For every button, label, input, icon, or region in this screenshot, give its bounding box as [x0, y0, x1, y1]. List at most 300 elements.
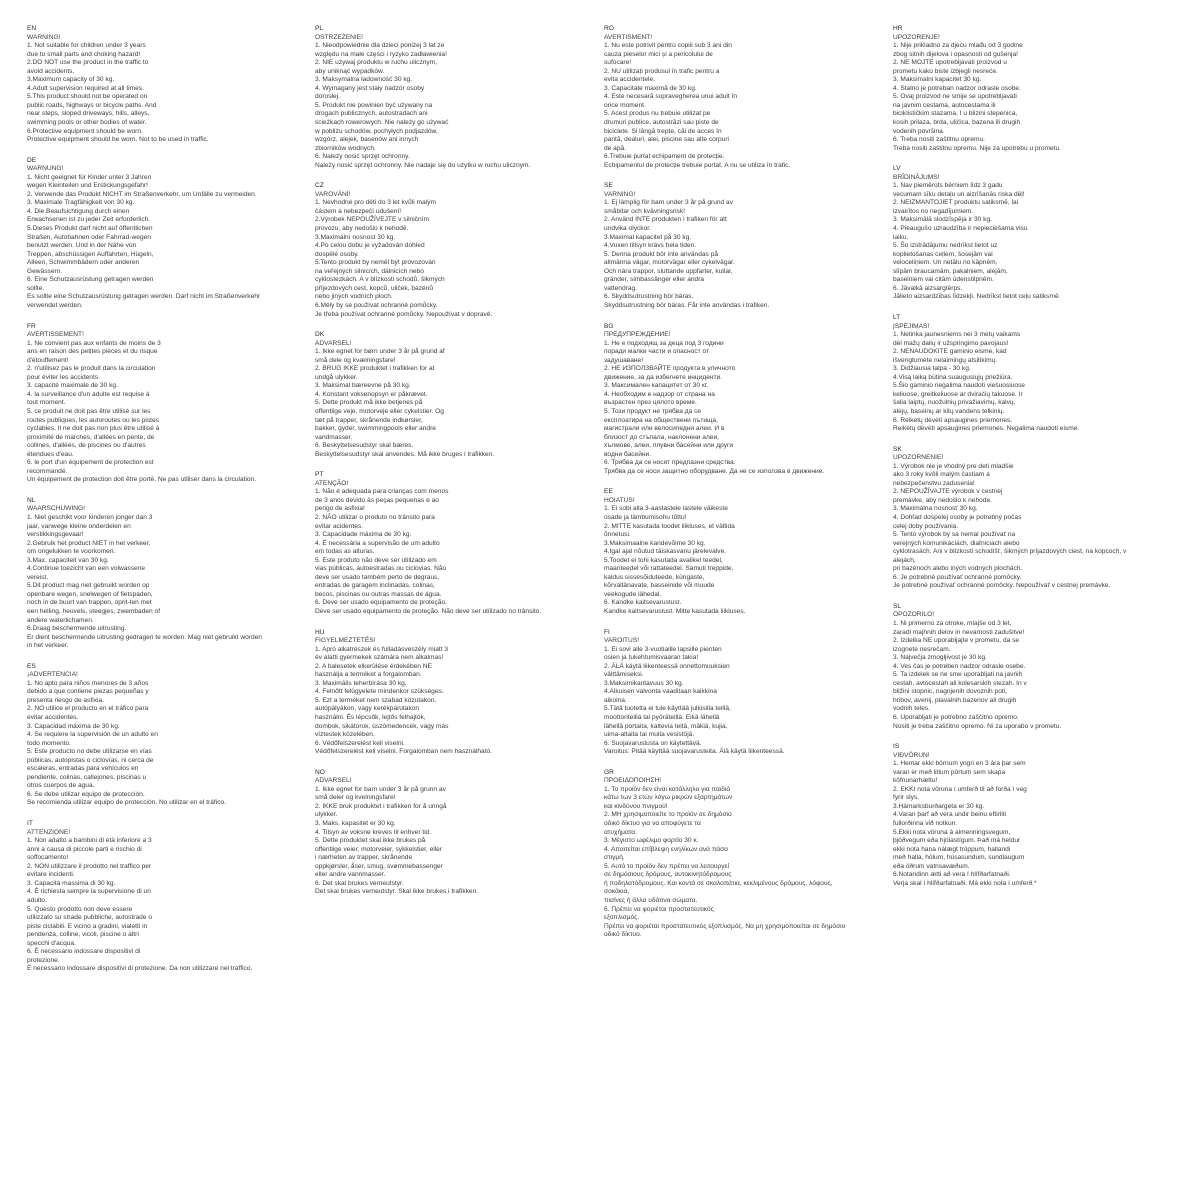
- warning-line: públicas, autopistas o ciclovías, ni cerca de: [27, 756, 154, 764]
- warning-line: 4. Wymagany jest stały nadzór osoby: [315, 84, 425, 92]
- warning-heading: ADVARSEL!: [315, 777, 352, 785]
- warning-line: dospělé osoby.: [315, 250, 359, 258]
- warning-line: σοκάκια,: [604, 888, 630, 896]
- warning-line: 4. Необходим е надзор от страна на: [604, 390, 715, 398]
- warning-line: 6.Draag beschermende uitrusting.: [27, 625, 127, 633]
- warning-line: šalia laiptų, nuožulnių privažiavimų, kalvų,: [893, 399, 1016, 407]
- warning-line: 5. Този продукт не трябва да се: [604, 407, 702, 415]
- warning-line: 4. Se requiere la supervisión de un adulto en: [27, 731, 158, 739]
- warning-line: 3. Maksimālā slodzīspēja ir 30 kg.: [893, 216, 992, 224]
- warning-line: deve ser usado também perto de degraus,: [315, 573, 440, 581]
- warning-section: [893, 603, 1175, 731]
- warning-line: 3.Maximální nosnost 30 kg.: [315, 233, 396, 241]
- warning-line: köfnunarhættu!: [893, 777, 938, 785]
- language-code: RO: [604, 25, 614, 32]
- warning-line: 1. Not suitable for children under 3 years: [27, 42, 146, 50]
- language-code: SL: [893, 602, 902, 610]
- warning-section: [604, 629, 886, 757]
- language-code: FI: [604, 628, 610, 636]
- warning-line: orice moment.: [604, 101, 646, 109]
- warning-line: 2. BRUG IKKE produktet i trafikken for at: [315, 365, 435, 373]
- warning-line: 4. Felnőtt felügyelete mindenkor szükséges.: [315, 688, 444, 696]
- language-code: NL: [27, 496, 36, 504]
- warning-line: 3. Maximálna nosnosť 30 kg.: [893, 505, 978, 513]
- warning-line: 3. Največja zmogljivost je 30 kg.: [893, 654, 987, 662]
- language-code: SK: [893, 445, 902, 453]
- warning-line: 3.Hámarksburðargeta er 30 kg.: [893, 802, 985, 810]
- warning-line: provozu, aby nedošlo k nehodě.: [315, 225, 409, 233]
- warning-heading: ATENÇÃO!: [315, 479, 349, 487]
- warning-line: kaldus sissesõiduteede, küngaste,: [604, 573, 705, 581]
- warning-line: 2. NEIZMANTOJIET produktu satiksmē, lai: [893, 199, 1019, 207]
- warning-line: escaleras, entradas para vehículos en: [27, 765, 139, 773]
- warning-line: 1. No apto para niños menores de 3 años: [27, 679, 149, 687]
- warning-line: 4. É necessária a supervisão de um adulto: [315, 539, 440, 547]
- warning-line: Och nära trappor, sluttande uppfarter, kullar,: [604, 267, 733, 275]
- warning-line: aikoina.: [604, 696, 627, 704]
- warning-line: 2. Använd INTE produkten i trafiken för att: [604, 216, 727, 224]
- warning-section: [893, 165, 1175, 302]
- warning-line: evita accidentele.: [604, 76, 655, 84]
- warning-line: 5. Αυτό το προϊόν δεν πρέπει να λειτουργεί: [604, 862, 729, 870]
- warning-line: utilizzato su strade pubbliche, autostrade o: [27, 914, 152, 922]
- warning-section: [604, 25, 886, 170]
- warning-line: cyklotrasách. Ani v blízkosti schodíšť, šikmých príjazdových ciest, na kopcoch, v: [893, 548, 1127, 556]
- warning-line: částem a nebezpečí udušení!: [315, 207, 402, 215]
- warning-line: 2. EKKI nota vöruna í umferð til að forða í veg: [893, 785, 1027, 793]
- warning-line: na veřejných silnicích, dálnicích nebo: [315, 267, 424, 275]
- warning-heading: ADVARSEL!: [315, 339, 352, 347]
- warning-line: með halla, hólum, húsasundum, sundlaugum: [893, 854, 1025, 862]
- warning-line: benutzt werden. Und in der Nähe von: [27, 242, 137, 250]
- warning-line: baseiniem vai citām ūdenstilpnēm.: [893, 276, 994, 284]
- warning-line: premávke, aby nedošlo k nehode.: [893, 496, 992, 504]
- warning-line: 6.Notandinn ætti að vera í hlífðarfatnaði.: [893, 871, 1011, 879]
- language-code: EN: [27, 25, 37, 32]
- warning-line: задушаване!: [604, 356, 644, 364]
- warning-line: moottoriteillä tai pyöräteillä. Eikä lähellä: [604, 714, 720, 722]
- warning-line: 6. Reikėtų dėvėti apsaugines priemones.: [893, 416, 1013, 424]
- warning-line: swimming pools or other bodies of water.: [27, 119, 147, 127]
- warning-line: 4. Απαιτείται επίβλεψη ενηλίκων ανά πάσα: [604, 845, 728, 853]
- warning-line: 5. Šo izstrādājumu nedrīkst lietot uz: [893, 242, 998, 250]
- warning-line: 2. ÄLÄ käytä liikenteessä onnettomuuksien: [604, 662, 730, 670]
- warning-line: 5. Denna produkt bör inte användas på: [604, 250, 719, 258]
- warning-line: 3. Capacidade máxima de 30 kg.: [315, 531, 412, 539]
- warning-line: cauza pieselor mici și a pericolului de: [604, 50, 713, 58]
- warning-line: 5.Ekki nota vöruna á almenningsvegum,: [893, 828, 1011, 836]
- warning-line: allmänna vägar, motorvägar eller cykelvägar.: [604, 259, 735, 267]
- warning-line: verejných komunikáciách, diaľniciach alebo: [893, 539, 1020, 547]
- warning-heading: VAROITUS!: [604, 637, 640, 645]
- warning-section: [315, 471, 597, 616]
- warning-line: 6. Beskyttelsesudstyr skal bæres.: [315, 442, 414, 450]
- warning-heading: AVERTISMENT!: [604, 33, 653, 41]
- warning-line: wzgórz, alejek, basenów ani innych: [315, 136, 419, 144]
- warning-line: undgå ulykker.: [315, 373, 358, 381]
- warning-line: Echipamentul de protecție trebuie purtat. A nu se utiliza în trafic.: [604, 161, 791, 169]
- language-code: ES: [27, 662, 36, 670]
- warning-line: 3. Μέγιστο ωφέλιμο φορτίο 30 κ.: [604, 837, 699, 845]
- warning-line: biciklističkim stazama. I u blizini stepenica,: [893, 110, 1018, 118]
- warning-line: οδικό δίκτυο.: [604, 931, 642, 939]
- warning-line: eller andre vannmasser.: [315, 871, 386, 879]
- warning-line: Erwachsenen ist zu jeder Zeit erforderlich.: [27, 216, 151, 224]
- warning-heading: ATTENZIONE!: [27, 828, 71, 836]
- warning-line: noch in de buurt van trappen, oprit-ten met: [27, 599, 152, 607]
- warning-line: 2. NEPOUŽÍVAJTE výrobok v cestnej: [893, 488, 1003, 496]
- warning-line: Reikėtų dėvėti apsaugines priemones. Negalima naudoti eisme.: [893, 425, 1080, 433]
- language-code: PT: [315, 471, 324, 479]
- warning-line: 1. Výrobok nie je vhodný pre deti mladšie: [893, 462, 1014, 470]
- warning-line: vattendrag.: [604, 284, 637, 292]
- warning-line: 2.Gebruik het product NIET in het verkeer,: [27, 539, 151, 547]
- warning-line: Straßen, Autobahnen oder Fahrrad-wegen: [27, 233, 151, 241]
- warning-line: zbiorników wodnych.: [315, 144, 376, 152]
- warning-line: maanteedel või rattateedel. Samuti treppide,: [604, 565, 734, 573]
- warning-line: 5.Tento produkt by neměl být provozován: [315, 259, 436, 267]
- warning-line: 6. Skyddsutrustning bör bäras.: [604, 293, 694, 301]
- warning-line: zaradi majhnih delov in nevarnosti zadušitve!: [893, 628, 1025, 636]
- warning-line: routes publiques, les autoroutes ou les pistes: [27, 416, 159, 424]
- warning-line: koplietošanas ceļiem, šosejām vai: [893, 250, 993, 258]
- warning-line: vodenih površina.: [893, 127, 945, 135]
- warning-line: 1. Ei sobi alla 3-aastastele lastele väikeste: [604, 505, 728, 513]
- warning-line: Je potrebné používať ochranné pomôcky. Nepoužívať v cestnej premávke.: [893, 582, 1111, 590]
- warning-line: 3.Max. capaciteit van 30 kg.: [27, 556, 109, 564]
- warning-line: 2. n'utilisez pas le produit dans la circulation: [27, 365, 156, 373]
- warning-line: Alleen, Schwimmbädern oder anderen: [27, 259, 140, 267]
- warning-line: 1. Ikke egnet for barn under 3 år på grunn av: [315, 785, 446, 793]
- warning-line: 5. Ovaj proizvod ne smije se upotrebljavati: [893, 93, 1017, 101]
- warning-section: [27, 497, 309, 651]
- warning-line: 6. Det skal brukes verneutstyr.: [315, 879, 404, 887]
- warning-line: 5. Este produto não deve ser utilizado em: [315, 556, 437, 564]
- warning-line: Védőfelszerelést kell viselni. Forgalomban nem használható.: [315, 748, 493, 756]
- warning-line: Je třeba používat ochranné pomůcky. Nepoužívat v dopravě.: [315, 310, 493, 318]
- language-code: IT: [27, 820, 33, 828]
- warning-line: de apă.: [604, 144, 626, 152]
- warning-line: 5.Dit product mag niet gebruikt worden op: [27, 582, 150, 590]
- warning-line: 2. NIE używaj produktu w ruchu ulicznym,: [315, 59, 438, 67]
- warning-line: víztestek közelében.: [315, 731, 375, 739]
- warning-heading: AVERTISSEMENT!: [27, 331, 84, 339]
- warning-line: sufocare!: [604, 59, 632, 67]
- language-code: LV: [893, 165, 901, 173]
- warning-line: 6. Należy nosić sprzęt ochronny.: [315, 153, 410, 161]
- warning-line: 4.Igal ajal nõutud täiskasvanu järelevalve.: [604, 548, 727, 556]
- warning-line: használja a terméket a forgalomban.: [315, 671, 422, 679]
- warning-heading: WARNING!: [27, 33, 61, 41]
- warning-line: 1. Το προϊόν δεν είναι κατάλληλο για παιδιά: [604, 785, 731, 793]
- warning-line: in het verkeer.: [27, 642, 69, 650]
- warning-line: 3. Максимален капацитет от 30 кг.: [604, 382, 709, 390]
- warning-line: små deler og kvelningsfare!: [315, 794, 396, 802]
- warning-line: specchi d'acqua.: [27, 939, 76, 947]
- warning-line: 3. Didžiausia talpa - 30 kg.: [893, 365, 971, 373]
- warning-line: 4.Po celou dobu je vyžadován dohled: [315, 242, 425, 250]
- warning-line: 4. Ves čas je potreben nadzor odrasle osebe.: [893, 662, 1026, 670]
- warning-line: οδικό δίκτυο για να αποφύγετε τα: [604, 820, 701, 828]
- warning-line: õnnetusi.: [604, 531, 631, 539]
- warning-line: 2. MITTE kasutada toodet liikluses, et vältida: [604, 522, 735, 530]
- warning-line: 4.Vuxen tillsyn krävs hela tiden.: [604, 242, 697, 250]
- warning-line: slīpām braucamām, pakalniem, alejām,: [893, 267, 1008, 275]
- warning-line: 3. Maximális teherbírása 30 kg.: [315, 679, 407, 687]
- warning-line: de 3 anos devido às peças pequenas e ao: [315, 496, 439, 504]
- warning-line: na javnim cestama, autocestama ili: [893, 101, 996, 109]
- warning-line: piste ciclabili. E vicino a gradini, vialetti in: [27, 922, 148, 930]
- warning-line: πισίνες ή άλλα υδάτινα σώματα.: [604, 896, 698, 904]
- warning-line: 2. NO utilice el producto en el tráfico para: [27, 705, 149, 713]
- warning-line: 2. НЕ ИЗПОЛЗВАЙТЕ продукта в уличното: [604, 365, 736, 373]
- warning-line: Un équipement de protection doit être porté. Ne pas utiliser dans la circulation.: [27, 476, 257, 484]
- warning-line: pri bazénoch alebo iných vodných plochách.: [893, 565, 1023, 573]
- warning-heading: VAROVÁNÍ!: [315, 190, 351, 198]
- warning-line: pendiente, colinas, callejones, piscinas u: [27, 773, 147, 781]
- warning-line: 3.Maximal kapacitet på 30 kg.: [604, 233, 692, 241]
- warning-line: varan er með litlum pörtum sem skapa: [893, 768, 1006, 776]
- warning-line: vias públicas, autoestradas ou ciclovias. Não: [315, 565, 447, 573]
- warning-line: hribov, avenij, plavalnih bazenov ali drugih: [893, 696, 1017, 704]
- warning-line: offentlige veje, motorveje eller cykelstier. Og: [315, 407, 444, 415]
- warning-line: 4. la surveillance d'un adulte est requise à: [27, 390, 150, 398]
- warning-line: protezione.: [27, 956, 60, 964]
- language-code: HR: [893, 25, 903, 32]
- warning-line: due to small parts and choking hazard!: [27, 50, 141, 58]
- warning-line: 3.Maksimaalne kandevõime 30 kg.: [604, 539, 706, 547]
- warning-line: Protective equipment should be worn. Not to be used in traffic.: [27, 136, 209, 144]
- warning-line: alėjų, baseinų ar kitų vandens telkinių.: [893, 407, 1005, 415]
- warning-line: izognete nesrečam.: [893, 645, 951, 653]
- warning-line: openbare wegen, snelwegen of fietspaden,: [27, 590, 153, 598]
- column-4: [893, 25, 1175, 900]
- warning-line: használni. És lépcsők, lejtős felhajtók,: [315, 714, 426, 722]
- warning-line: 5. ce produit ne doit pas être utilisé sur les: [27, 407, 151, 415]
- warning-line: em todas as alturas.: [315, 548, 375, 556]
- warning-line: Se recomienda utilizar equipo de protección. No utilizar en el tráfico.: [27, 799, 227, 807]
- warning-line: 1. Nav piemērots bērniem līdz 3 gadu: [893, 182, 1003, 190]
- warning-line: 4. Stalno je potreban nadzor odrasle osobe.: [893, 84, 1021, 92]
- warning-heading: ΠΡΟΕΙΔΟΠΟΙΗΣΗ!: [604, 777, 662, 785]
- warning-line: wegen Kleinteilen und Erstickungsgefahr!: [27, 182, 148, 190]
- warning-line: nebezpečenstvu zadusenia!: [893, 479, 975, 487]
- warning-section: [315, 182, 597, 319]
- warning-line: хълмове, алеи, плувни басейни или други: [604, 442, 734, 450]
- warning-line: oppkjørsler, åser, smug, svømmebassenger: [315, 862, 443, 870]
- warning-line: Es sollte eine Schutzausrüstung getragen werden. Darf nicht im Straßenverkehr: [27, 293, 261, 301]
- warning-line: gränder, simbassänger eller andra: [604, 276, 705, 284]
- warning-line: 6. Трябва да се носят предпазни средства.: [604, 459, 736, 467]
- warning-line: στιγμή.: [604, 854, 625, 862]
- warning-line: 3. capacité maximale de 30 kg.: [27, 382, 118, 390]
- warning-line: 1. Ne convient pas aux enfants de moins de 3: [27, 339, 161, 347]
- warning-line: keliuose, greitkeliuose ar dviračių takuose. Ir: [893, 390, 1023, 398]
- warning-line: Er dient beschermende uitrusting gedragen te worden. Mag niet gebruikt worden: [27, 633, 262, 641]
- warning-line: 1. Nu este potrivit pentru copiii sub 3 ani din: [604, 42, 732, 50]
- warning-line: 3. Maximale Tragfähigkeit von 30 kg.: [27, 199, 135, 207]
- warning-line: 3. Capacidad máxima de 30 kg.: [27, 722, 120, 730]
- warning-line: příjezdových cest, kopců, uliček, bazénů: [315, 284, 434, 292]
- warning-section: [315, 331, 597, 459]
- warning-section: [315, 25, 597, 170]
- warning-heading: OSTRZEŻENIE!: [315, 33, 363, 41]
- language-code: DE: [27, 156, 37, 164]
- warning-line: 3. Maksimalni kapacitet 30 kg.: [893, 76, 982, 84]
- warning-line: 2. NENAUDOKITE gaminio eisme, kad: [893, 348, 1007, 356]
- warning-line: cestah, avtocestah ali kolesarskih stezah. In v: [893, 679, 1027, 687]
- column-2: [315, 25, 597, 909]
- warning-line: alejách,: [893, 556, 916, 564]
- warning-line: Трябва да се носи защитно оборудване. Да не се използва в движение.: [604, 467, 825, 475]
- warning-line: vereist.: [27, 573, 49, 581]
- warning-line: småbitar och kvävningsrisk!: [604, 207, 685, 215]
- warning-line: offentlige veier, motorveier, sykkelstier, eller: [315, 845, 443, 853]
- warning-line: 3. Capacitate maximă de 30 kg.: [604, 84, 697, 92]
- warning-line: 1. Nicht geeignet für Kinder unter 3 Jahren: [27, 173, 152, 181]
- warning-line: biciclete. Și lângă trepte, căi de acces în: [604, 127, 722, 135]
- warning-section: [315, 769, 597, 897]
- warning-section: [27, 323, 309, 485]
- warning-line: 6. Se debe utilizar equipo de protección.: [27, 790, 145, 798]
- warning-line: vecumam sīku detaļu un aizrīšanās riska dēļ!: [893, 190, 1025, 198]
- warning-line: anni a causa di piccole parti e rischio di: [27, 845, 142, 853]
- warning-line: drogach publicznych, autostradach ani: [315, 110, 428, 118]
- warning-line: 6. Védőfelszerelést kell viselni.: [315, 739, 405, 747]
- language-code: PL: [315, 25, 324, 32]
- language-code: BG: [604, 322, 614, 330]
- warning-section: [604, 323, 886, 477]
- warning-line: 5. Produkt nie powinien być używany na: [315, 101, 433, 109]
- warning-line: vodnih teles.: [893, 705, 931, 713]
- warning-line: dombok, sikátorok, úszómedencék, vagy más: [315, 722, 449, 730]
- warning-line: 5.Toodet ei tohi kasutada avalikel teedel,: [604, 556, 723, 564]
- warning-line: 2. A balesetek elkerülése érdekében NE: [315, 662, 432, 670]
- warning-line: 6. Deve ser usado equipamento de proteção.: [315, 599, 447, 607]
- warning-line: 1. Ei sovi alle 3-vuotiaille lapsille pienten: [604, 645, 722, 653]
- language-code: GR: [604, 768, 614, 776]
- warning-line: i nærheten av trapper, skrånende: [315, 854, 413, 862]
- warning-line: 6. Eine Schutzausrüstung getragen werden: [27, 276, 154, 284]
- warning-line: 6. Suojavarustusta on käytettävä.: [604, 739, 702, 747]
- warning-heading: ĮSPĖJIMAS!: [893, 322, 930, 330]
- warning-line: 4. Este necesară supravegherea unui adult în: [604, 93, 738, 101]
- warning-line: evitar accidentes.: [27, 714, 79, 722]
- warning-line: движение, за да избегнете инциденти.: [604, 373, 723, 381]
- language-code: IS: [893, 743, 900, 751]
- warning-line: магистрали или велосипедни алеи. И в: [604, 425, 725, 433]
- warning-line: presenta riesgo de asfixia.: [27, 696, 104, 704]
- language-code: SE: [604, 182, 613, 190]
- warning-section: [604, 769, 886, 940]
- warning-line: възрастен през цялото време.: [604, 399, 697, 407]
- warning-line: 2. Izdelka NE uporabljajte v prometu, da se: [893, 637, 1020, 645]
- warning-line: autópályákon, vagy kerékpárutakon: [315, 705, 420, 713]
- warning-line: 3. Capacità massima di 30 kg.: [27, 879, 116, 887]
- warning-line: near steps, sloped driveways, hills, alleys,: [27, 110, 150, 118]
- warning-line: evitare incidenti.: [27, 871, 75, 879]
- warning-line: 5. Questo prodotto non deve essere: [27, 905, 133, 913]
- warning-line: 6. Uporabljati je potrebno zaščitno opremo.: [893, 714, 1019, 722]
- warning-line: om ongelukken te voorkomen.: [27, 548, 116, 556]
- warning-line: išvengtumėte nelaimingų atsitikimų.: [893, 356, 998, 364]
- warning-line: поради малки части и опасност от: [604, 348, 710, 356]
- warning-line: Verja skal í hlífðarfatnaði. Má ekki nota í umferð.*: [893, 879, 1037, 887]
- warning-line: 1. Не е подходящ за деца под 3 години: [604, 339, 724, 347]
- language-code: HU: [315, 628, 325, 636]
- warning-line: Nositi je treba zaščitno opremo. Ni za uporabo v prometu.: [893, 722, 1062, 730]
- warning-line: 3. Maksimal bæreevne på 30 kg.: [315, 382, 411, 390]
- warning-line: adulto.: [27, 896, 47, 904]
- warning-line: 6. È necessario indossare dispositivi di: [27, 948, 141, 956]
- warning-section: [315, 629, 597, 757]
- warning-line: fyrir slys.: [893, 794, 920, 802]
- warning-line: 1. Ikke egnet for børn under 3 år på grund af: [315, 348, 445, 356]
- warning-heading: VIÐVÖRUN!: [893, 751, 930, 759]
- language-code: LT: [893, 313, 901, 321]
- warning-line: 1. Ej lämplig för barn under 3 år på grund av: [604, 199, 734, 207]
- warning-line: avoid accidents.: [27, 67, 75, 75]
- warning-heading: ¡ADVERTENCIA!: [27, 671, 78, 679]
- warning-line: 4.Varan þarf að vera undir beinu eftirliti: [893, 811, 1007, 819]
- warning-heading: BRĪDINĀJUMS!: [893, 173, 940, 181]
- warning-line: 6.Trebuie purtat echipament de protecție.: [604, 153, 725, 161]
- warning-line: 4. Dohľad dospelej osoby je potrebný počas: [893, 513, 1022, 521]
- language-code: DK: [315, 331, 325, 339]
- warning-line: 4. È richiesta sempre la supervisione di un: [27, 888, 151, 896]
- warning-line: 6. Jāvalkā aizsargtērps.: [893, 284, 963, 292]
- warning-line: d'étouffement!: [27, 356, 69, 364]
- warning-line: ako 3 roky kvôli malým častiam a: [893, 471, 990, 479]
- warning-line: 2. ΜΗ χρησιμοποιείτε το προϊόν σε δημόσιο: [604, 811, 732, 819]
- warning-line: zbog sitnih dijelova i opasnosti od gušenja!: [893, 50, 1018, 58]
- warning-section: [27, 157, 309, 311]
- warning-line: fullorðinna við notkun.: [893, 820, 958, 828]
- warning-line: sollte.: [27, 284, 45, 292]
- warning-line: Skyddsutrustning bör bäras. Får inte användas i trafiken.: [604, 301, 770, 309]
- warning-line: veekogude lähedal.: [604, 590, 662, 598]
- warning-line: 4. Die Beaufsichtigung durch einen: [27, 207, 130, 215]
- warning-line: pendenza, colline, vicoli, piscine o altri: [27, 931, 139, 939]
- warning-line: 6.Protective equipment should be worn.: [27, 127, 143, 135]
- warning-heading: WAARSCHUWING!: [27, 505, 85, 513]
- warning-line: близост до стъпала, наклонени алеи,: [604, 433, 719, 441]
- warning-line: soffocamento!: [27, 854, 69, 862]
- warning-line: Varoitus: Pitää käyttää suojavarusteita. Älä käytä liikenteessä.: [604, 748, 785, 756]
- warning-line: 5. Ta izdelek se ne sme uporabljati na javnih: [893, 671, 1023, 679]
- warning-heading: OPOZORILO!: [893, 611, 935, 619]
- warning-line: 3. Maksymalna ładowność 30 kg.: [315, 76, 413, 84]
- warning-line: nebo jiných vodních ploch.: [315, 293, 393, 301]
- warning-line: ατυχήματα.: [604, 828, 637, 836]
- warning-line: 3. Maks. kapasitet er 30 kg.: [315, 820, 396, 828]
- warning-line: prometu kako biste izbjegli nesreće.: [893, 67, 998, 75]
- warning-line: izvairītos no negadījumiem.: [893, 207, 974, 215]
- warning-line: 6. Je potrebné používať ochranné pomôcky.: [893, 573, 1022, 581]
- warning-line: 1. Nevhodné pro děti do 3 let kvůli malým: [315, 199, 436, 207]
- warning-line: Det skal brukes verneutstyr. Skal ikke brukes i trafikken.: [315, 888, 479, 896]
- warning-line: bakker, gyder, swimmingpools eller andre: [315, 425, 436, 433]
- warning-line: entradas de garagem inclinadas, colinas,: [315, 582, 435, 590]
- warning-line: eða öðrum vatnsavæðum.: [893, 862, 970, 870]
- warning-line: 1. Apró alkatrészek és fulladásveszély miatt 3: [315, 645, 449, 653]
- warning-line: év alatti gyermekek számára nem alkalmas!: [315, 654, 444, 662]
- warning-section: [893, 446, 1175, 591]
- warning-line: bližini stopnic, nagnjenih dovoznih poti,: [893, 688, 1007, 696]
- warning-line: becos, piscinas ou outras massas de água.: [315, 590, 442, 598]
- warning-line: 4.Visą laiką būtina suaugusiųjų priežiūra.: [893, 373, 1013, 381]
- warning-line: 1. Nije prikladno za djecu mlađu od 3 godine: [893, 42, 1023, 50]
